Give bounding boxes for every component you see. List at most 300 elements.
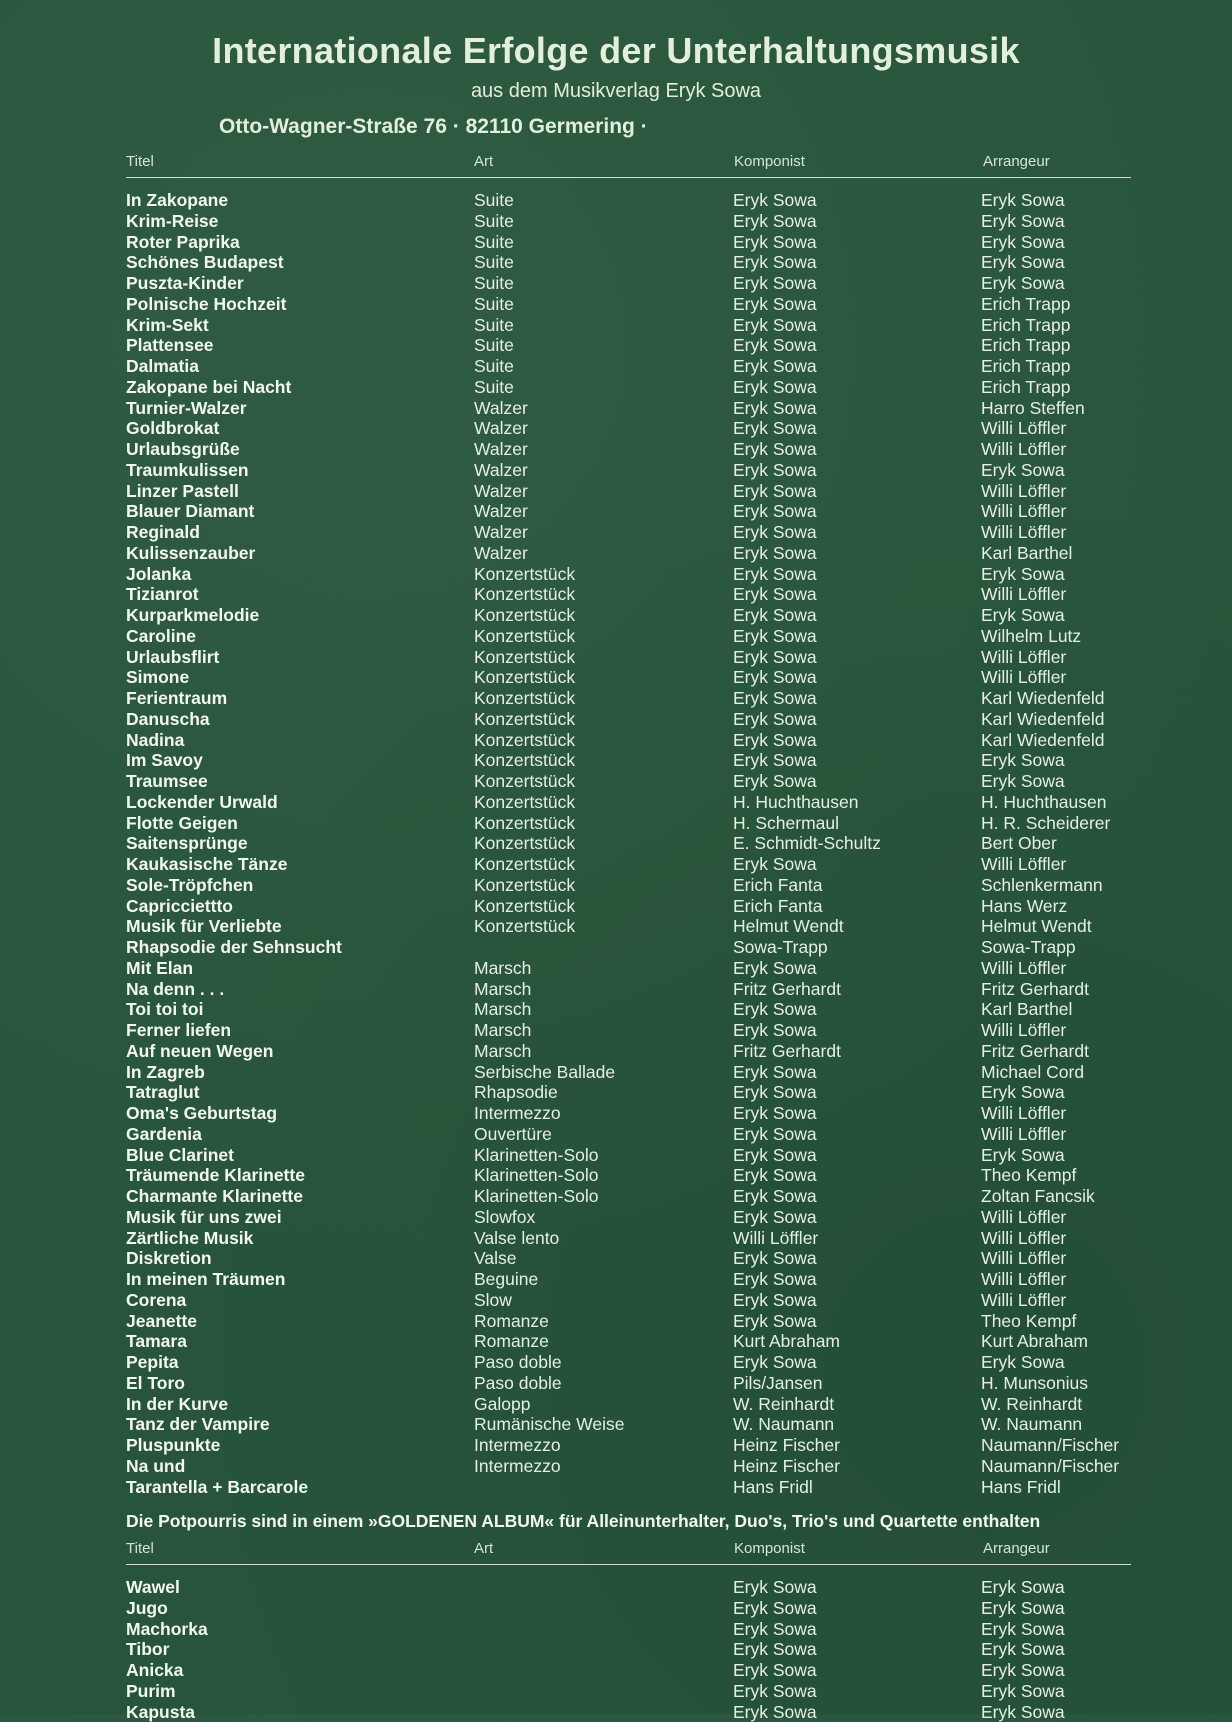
work-type: Konzertstück (474, 709, 575, 730)
work-title: Kulissenzauber (126, 543, 255, 564)
work-title: Dalmatia (126, 356, 199, 377)
work-type: Konzertstück (474, 667, 575, 688)
work-type: Romanze (474, 1311, 549, 1332)
potpourri-list (0, 1577, 1232, 1722)
work-title: Zärtliche Musik (126, 1228, 253, 1249)
work-title: Träumende Klarinette (126, 1165, 305, 1186)
work-type: Suite (474, 315, 514, 336)
table-row (0, 1207, 1232, 1228)
work-title: Machorka (126, 1619, 208, 1640)
work-type: Intermezzo (474, 1103, 561, 1124)
work-type: Konzertstück (474, 626, 575, 647)
work-arranger: Eryk Sowa (981, 1619, 1065, 1640)
table-row (0, 1702, 1232, 1722)
work-composer: Eryk Sowa (733, 1145, 817, 1166)
work-type: Suite (474, 252, 514, 273)
work-composer: Eryk Sowa (733, 1124, 817, 1145)
work-type: Konzertstück (474, 564, 575, 585)
work-arranger: Karl Wiedenfeld (981, 730, 1105, 751)
table-row (0, 958, 1232, 979)
work-type: Marsch (474, 958, 531, 979)
column-header-arranger: Arrangeur (983, 1540, 1050, 1557)
work-composer: W. Naumann (733, 1414, 834, 1435)
work-title: Na denn . . . (126, 979, 224, 1000)
work-composer: Eryk Sowa (733, 1269, 817, 1290)
work-arranger: Willi Löffler (981, 439, 1066, 460)
work-composer: Eryk Sowa (733, 418, 817, 439)
work-composer: Fritz Gerhardt (733, 979, 841, 1000)
work-type: Ouvertüre (474, 1124, 552, 1145)
work-type: Konzertstück (474, 771, 575, 792)
work-arranger: Eryk Sowa (981, 1145, 1065, 1166)
work-title: Pepita (126, 1352, 179, 1373)
page-subtitle: aus dem Musikverlag Eryk Sowa (0, 80, 1232, 103)
work-composer: Eryk Sowa (733, 1248, 817, 1269)
work-type: Walzer (474, 439, 528, 460)
work-title: Blauer Diamant (126, 501, 254, 522)
work-type: Romanze (474, 1331, 549, 1352)
work-arranger: Willi Löffler (981, 522, 1066, 543)
work-title: Reginald (126, 522, 200, 543)
column-header-composer: Komponist (734, 1540, 805, 1557)
work-composer: Eryk Sowa (733, 398, 817, 419)
page-title: Internationale Erfolge der Unterhaltungsmusik (0, 30, 1232, 72)
work-composer: Heinz Fischer (733, 1456, 840, 1477)
work-composer: Eryk Sowa (733, 190, 817, 211)
work-composer: H. Schermaul (733, 813, 839, 834)
work-composer: Eryk Sowa (733, 564, 817, 585)
work-type: Suite (474, 211, 514, 232)
work-type: Serbische Ballade (474, 1062, 615, 1083)
work-title: Musik für uns zwei (126, 1207, 282, 1228)
work-composer: Helmut Wendt (733, 916, 844, 937)
work-arranger: Naumann/Fischer (981, 1435, 1119, 1456)
work-composer: Eryk Sowa (733, 1186, 817, 1207)
work-title: Lockender Urwald (126, 792, 278, 813)
work-arranger: Willi Löffler (981, 1124, 1066, 1145)
work-type: Slowfox (474, 1207, 535, 1228)
table-row (0, 1082, 1232, 1103)
work-type: Suite (474, 377, 514, 398)
work-arranger: Willi Löffler (981, 1269, 1066, 1290)
work-title: Tatraglut (126, 1082, 200, 1103)
work-composer: Eryk Sowa (733, 730, 817, 751)
work-type: Suite (474, 335, 514, 356)
work-title: Schönes Budapest (126, 252, 284, 273)
work-title: In Zagreb (126, 1062, 205, 1083)
table-row (0, 1165, 1232, 1186)
table-row (0, 1639, 1232, 1660)
work-arranger: Eryk Sowa (981, 252, 1065, 273)
work-title: Im Savoy (126, 750, 203, 771)
work-arranger: Wilhelm Lutz (981, 626, 1081, 647)
work-arranger: Erich Trapp (981, 315, 1070, 336)
table-row (0, 1681, 1232, 1702)
work-type: Paso doble (474, 1352, 562, 1373)
work-title: Turnier-Walzer (126, 398, 247, 419)
work-arranger: Willi Löffler (981, 584, 1066, 605)
table-row (0, 1041, 1232, 1062)
work-type: Marsch (474, 1020, 531, 1041)
table-row (0, 211, 1232, 232)
table-row (0, 273, 1232, 294)
work-title: Tizianrot (126, 584, 199, 605)
work-type: Klarinetten-Solo (474, 1145, 599, 1166)
work-type: Konzertstück (474, 688, 575, 709)
table-row (0, 730, 1232, 751)
work-composer: Eryk Sowa (733, 252, 817, 273)
work-type: Konzertstück (474, 896, 575, 917)
work-type: Suite (474, 190, 514, 211)
work-type: Walzer (474, 522, 528, 543)
table-row (0, 1145, 1232, 1166)
work-composer: Eryk Sowa (733, 1681, 817, 1702)
work-title: Tanz der Vampire (126, 1414, 270, 1435)
work-type: Konzertstück (474, 647, 575, 668)
work-composer: Eryk Sowa (733, 958, 817, 979)
work-title: Jolanka (126, 564, 191, 585)
work-composer: Eryk Sowa (733, 1311, 817, 1332)
work-composer: Eryk Sowa (733, 584, 817, 605)
work-title: Wawel (126, 1577, 180, 1598)
work-arranger: Karl Barthel (981, 543, 1072, 564)
work-composer: Eryk Sowa (733, 439, 817, 460)
table-row (0, 522, 1232, 543)
work-arranger: Eryk Sowa (981, 1660, 1065, 1681)
table-row (0, 356, 1232, 377)
work-arranger: H. Huchthausen (981, 792, 1107, 813)
table-row (0, 481, 1232, 502)
work-type: Galopp (474, 1394, 530, 1415)
work-title: Ferientraum (126, 688, 227, 709)
work-title: Blue Clarinet (126, 1145, 234, 1166)
work-composer: Fritz Gerhardt (733, 1041, 841, 1062)
work-arranger: Erich Trapp (981, 294, 1070, 315)
work-arranger: Eryk Sowa (981, 1681, 1065, 1702)
table-row (0, 1331, 1232, 1352)
work-title: Simone (126, 667, 189, 688)
work-type: Suite (474, 232, 514, 253)
table-row (0, 418, 1232, 439)
work-title: Na und (126, 1456, 185, 1477)
potpourri-note: Die Potpourris sind in einem »GOLDENEN ALBUM« für Alleinunterhalter, Duo's, Trio's und Quartette enthalten (126, 1511, 1040, 1532)
table-row (0, 813, 1232, 834)
table-row (0, 315, 1232, 336)
table-row (0, 647, 1232, 668)
table-row (0, 1619, 1232, 1640)
work-arranger: Eryk Sowa (981, 605, 1065, 626)
work-arranger: Eryk Sowa (981, 232, 1065, 253)
table-row (0, 294, 1232, 315)
work-title: Anicka (126, 1660, 183, 1681)
work-type: Konzertstück (474, 854, 575, 875)
column-headers-main (0, 153, 1232, 175)
work-arranger: Eryk Sowa (981, 1598, 1065, 1619)
work-arranger: Willi Löffler (981, 647, 1066, 668)
work-composer: Eryk Sowa (733, 543, 817, 564)
work-arranger: Schlenkermann (981, 875, 1103, 896)
work-type: Marsch (474, 999, 531, 1020)
work-arranger: H. Munsonius (981, 1373, 1088, 1394)
work-composer: Eryk Sowa (733, 1103, 817, 1124)
work-type: Walzer (474, 460, 528, 481)
work-composer: Eryk Sowa (733, 709, 817, 730)
work-title: Caroline (126, 626, 196, 647)
work-title: In meinen Träumen (126, 1269, 285, 1290)
table-row (0, 543, 1232, 564)
table-row (0, 501, 1232, 522)
work-arranger: Zoltan Fancsik (981, 1186, 1095, 1207)
table-row (0, 1660, 1232, 1681)
work-arranger: Erich Trapp (981, 377, 1070, 398)
work-title: Krim-Sekt (126, 315, 209, 336)
work-type: Slow (474, 1290, 512, 1311)
work-title: Tamara (126, 1331, 187, 1352)
work-composer: Eryk Sowa (733, 1062, 817, 1083)
work-arranger: Bert Ober (981, 833, 1057, 854)
work-title: Nadina (126, 730, 184, 751)
work-arranger: Willi Löffler (981, 1228, 1066, 1249)
work-type: Konzertstück (474, 605, 575, 626)
work-composer: Eryk Sowa (733, 688, 817, 709)
work-composer: Pils/Jansen (733, 1373, 823, 1394)
work-type: Valse lento (474, 1228, 559, 1249)
work-composer: Eryk Sowa (733, 626, 817, 647)
work-composer: Eryk Sowa (733, 1165, 817, 1186)
work-title: Sole-Tröpfchen (126, 875, 253, 896)
table-row (0, 709, 1232, 730)
work-type: Intermezzo (474, 1435, 561, 1456)
work-type: Beguine (474, 1269, 538, 1290)
work-type: Marsch (474, 1041, 531, 1062)
work-composer: Eryk Sowa (733, 1598, 817, 1619)
work-title: Oma's Geburtstag (126, 1103, 277, 1124)
work-type: Konzertstück (474, 792, 575, 813)
work-composer: Eryk Sowa (733, 1702, 817, 1722)
work-arranger: Hans Fridl (981, 1477, 1061, 1498)
table-row (0, 190, 1232, 211)
table-row (0, 1228, 1232, 1249)
work-title: Corena (126, 1290, 186, 1311)
work-title: Ferner liefen (126, 1020, 231, 1041)
column-header-composer: Komponist (734, 153, 805, 170)
work-title: El Toro (126, 1373, 185, 1394)
work-composer: Eryk Sowa (733, 1352, 817, 1373)
table-row (0, 439, 1232, 460)
column-header-title: Titel (126, 1540, 154, 1557)
table-row (0, 1020, 1232, 1041)
work-type: Klarinetten-Solo (474, 1186, 599, 1207)
work-arranger: Willi Löffler (981, 501, 1066, 522)
work-type: Konzertstück (474, 730, 575, 751)
work-arranger: Fritz Gerhardt (981, 979, 1089, 1000)
table-row (0, 875, 1232, 896)
work-title: Toi toi toi (126, 999, 203, 1020)
work-title: Danuscha (126, 709, 210, 730)
work-type: Konzertstück (474, 813, 575, 834)
work-title: Tarantella + Barcarole (126, 1477, 308, 1498)
work-arranger: Eryk Sowa (981, 1702, 1065, 1722)
work-title: Rhapsodie der Sehnsucht (126, 937, 342, 958)
table-row (0, 398, 1232, 419)
work-type: Rhapsodie (474, 1082, 558, 1103)
work-type: Marsch (474, 979, 531, 1000)
header-rule-main (126, 177, 1131, 178)
table-row (0, 750, 1232, 771)
work-arranger: Karl Wiedenfeld (981, 709, 1105, 730)
work-title: Jeanette (126, 1311, 197, 1332)
table-row (0, 564, 1232, 585)
work-title: Traumsee (126, 771, 208, 792)
work-title: Purim (126, 1681, 176, 1702)
table-row (0, 1373, 1232, 1394)
work-arranger: Eryk Sowa (981, 211, 1065, 232)
work-type: Suite (474, 273, 514, 294)
work-arranger: Eryk Sowa (981, 460, 1065, 481)
table-row (0, 916, 1232, 937)
column-header-type: Art (474, 1540, 493, 1557)
work-composer: Eryk Sowa (733, 1577, 817, 1598)
work-title: Gardenia (126, 1124, 202, 1145)
work-title: Roter Paprika (126, 232, 240, 253)
work-composer: Eryk Sowa (733, 1619, 817, 1640)
work-arranger: Eryk Sowa (981, 750, 1065, 771)
work-type: Paso doble (474, 1373, 562, 1394)
table-row (0, 1103, 1232, 1124)
work-arranger: Kurt Abraham (981, 1331, 1088, 1352)
work-arranger: Willi Löffler (981, 854, 1066, 875)
work-composer: W. Reinhardt (733, 1394, 834, 1415)
work-type: Konzertstück (474, 916, 575, 937)
table-row (0, 896, 1232, 917)
work-arranger: Erich Trapp (981, 356, 1070, 377)
work-title: Jugo (126, 1598, 168, 1619)
table-row (0, 1186, 1232, 1207)
work-composer: Eryk Sowa (733, 1639, 817, 1660)
table-row (0, 1394, 1232, 1415)
work-arranger: Eryk Sowa (981, 1577, 1065, 1598)
work-title: Krim-Reise (126, 211, 218, 232)
work-composer: Eryk Sowa (733, 460, 817, 481)
work-title: Zakopane bei Nacht (126, 377, 291, 398)
table-row (0, 792, 1232, 813)
work-arranger: Willi Löffler (981, 958, 1066, 979)
work-arranger: Eryk Sowa (981, 564, 1065, 585)
column-header-arranger: Arrangeur (983, 153, 1050, 170)
work-arranger: W. Naumann (981, 1414, 1082, 1435)
table-row (0, 626, 1232, 647)
work-title: Plattensee (126, 335, 214, 356)
work-title: Musik für Verliebte (126, 916, 282, 937)
work-type: Intermezzo (474, 1456, 561, 1477)
work-title: In Zakopane (126, 190, 228, 211)
work-arranger: Helmut Wendt (981, 916, 1092, 937)
work-composer: Eryk Sowa (733, 1660, 817, 1681)
work-arranger: Michael Cord (981, 1062, 1084, 1083)
work-composer: Eryk Sowa (733, 501, 817, 522)
work-arranger: Erich Trapp (981, 335, 1070, 356)
work-composer: H. Huchthausen (733, 792, 859, 813)
work-arranger: Naumann/Fischer (981, 1456, 1119, 1477)
work-arranger: Sowa-Trapp (981, 937, 1076, 958)
work-type: Walzer (474, 481, 528, 502)
header-rule-potpourri (126, 1564, 1131, 1565)
work-composer: Erich Fanta (733, 875, 822, 896)
table-row (0, 1477, 1232, 1498)
work-composer: Hans Fridl (733, 1477, 813, 1498)
work-title: Capricciettto (126, 896, 233, 917)
table-row (0, 854, 1232, 875)
work-arranger: W. Reinhardt (981, 1394, 1082, 1415)
table-row (0, 1311, 1232, 1332)
work-type: Walzer (474, 501, 528, 522)
work-title: Charmante Klarinette (126, 1186, 303, 1207)
work-type: Walzer (474, 418, 528, 439)
work-composer: Eryk Sowa (733, 750, 817, 771)
work-composer: Eryk Sowa (733, 356, 817, 377)
table-row (0, 688, 1232, 709)
work-composer: Eryk Sowa (733, 522, 817, 543)
work-type: Rumänische Weise (474, 1414, 624, 1435)
work-composer: Erich Fanta (733, 896, 822, 917)
table-row (0, 1598, 1232, 1619)
work-type: Suite (474, 356, 514, 377)
table-row (0, 1290, 1232, 1311)
work-composer: Sowa-Trapp (733, 937, 828, 958)
publisher-address: Otto-Wagner-Straße 76 · 82110 Germering · (219, 115, 648, 139)
work-composer: Eryk Sowa (733, 771, 817, 792)
work-title: Goldbrokat (126, 418, 219, 439)
work-arranger: Karl Barthel (981, 999, 1072, 1020)
work-arranger: Eryk Sowa (981, 1639, 1065, 1660)
table-row (0, 335, 1232, 356)
work-arranger: Fritz Gerhardt (981, 1041, 1089, 1062)
work-title: Diskretion (126, 1248, 212, 1269)
work-arranger: Willi Löffler (981, 1207, 1066, 1228)
work-arranger: H. R. Scheiderer (981, 813, 1110, 834)
work-arranger: Hans Werz (981, 896, 1067, 917)
work-composer: E. Schmidt-Schultz (733, 833, 881, 854)
work-composer: Eryk Sowa (733, 232, 817, 253)
work-arranger: Eryk Sowa (981, 1352, 1065, 1373)
column-headers-potpourri (0, 1540, 1232, 1562)
work-arranger: Willi Löffler (981, 418, 1066, 439)
work-title: Flotte Geigen (126, 813, 238, 834)
work-arranger: Willi Löffler (981, 481, 1066, 502)
work-composer: Eryk Sowa (733, 999, 817, 1020)
work-composer: Eryk Sowa (733, 1207, 817, 1228)
work-arranger: Willi Löffler (981, 1248, 1066, 1269)
work-arranger: Willi Löffler (981, 1290, 1066, 1311)
work-composer: Eryk Sowa (733, 854, 817, 875)
work-composer: Eryk Sowa (733, 273, 817, 294)
table-row (0, 1456, 1232, 1477)
work-title: Urlaubsgrüße (126, 439, 240, 460)
work-arranger: Karl Wiedenfeld (981, 688, 1105, 709)
work-title: Kapusta (126, 1702, 195, 1722)
table-row (0, 1414, 1232, 1435)
work-composer: Eryk Sowa (733, 1020, 817, 1041)
work-composer: Willi Löffler (733, 1228, 818, 1249)
work-arranger: Theo Kempf (981, 1165, 1076, 1186)
work-title: Linzer Pastell (126, 481, 239, 502)
work-title: Saitensprünge (126, 833, 248, 854)
table-row (0, 1062, 1232, 1083)
work-arranger: Eryk Sowa (981, 771, 1065, 792)
work-composer: Heinz Fischer (733, 1435, 840, 1456)
work-composer: Eryk Sowa (733, 294, 817, 315)
table-row (0, 979, 1232, 1000)
